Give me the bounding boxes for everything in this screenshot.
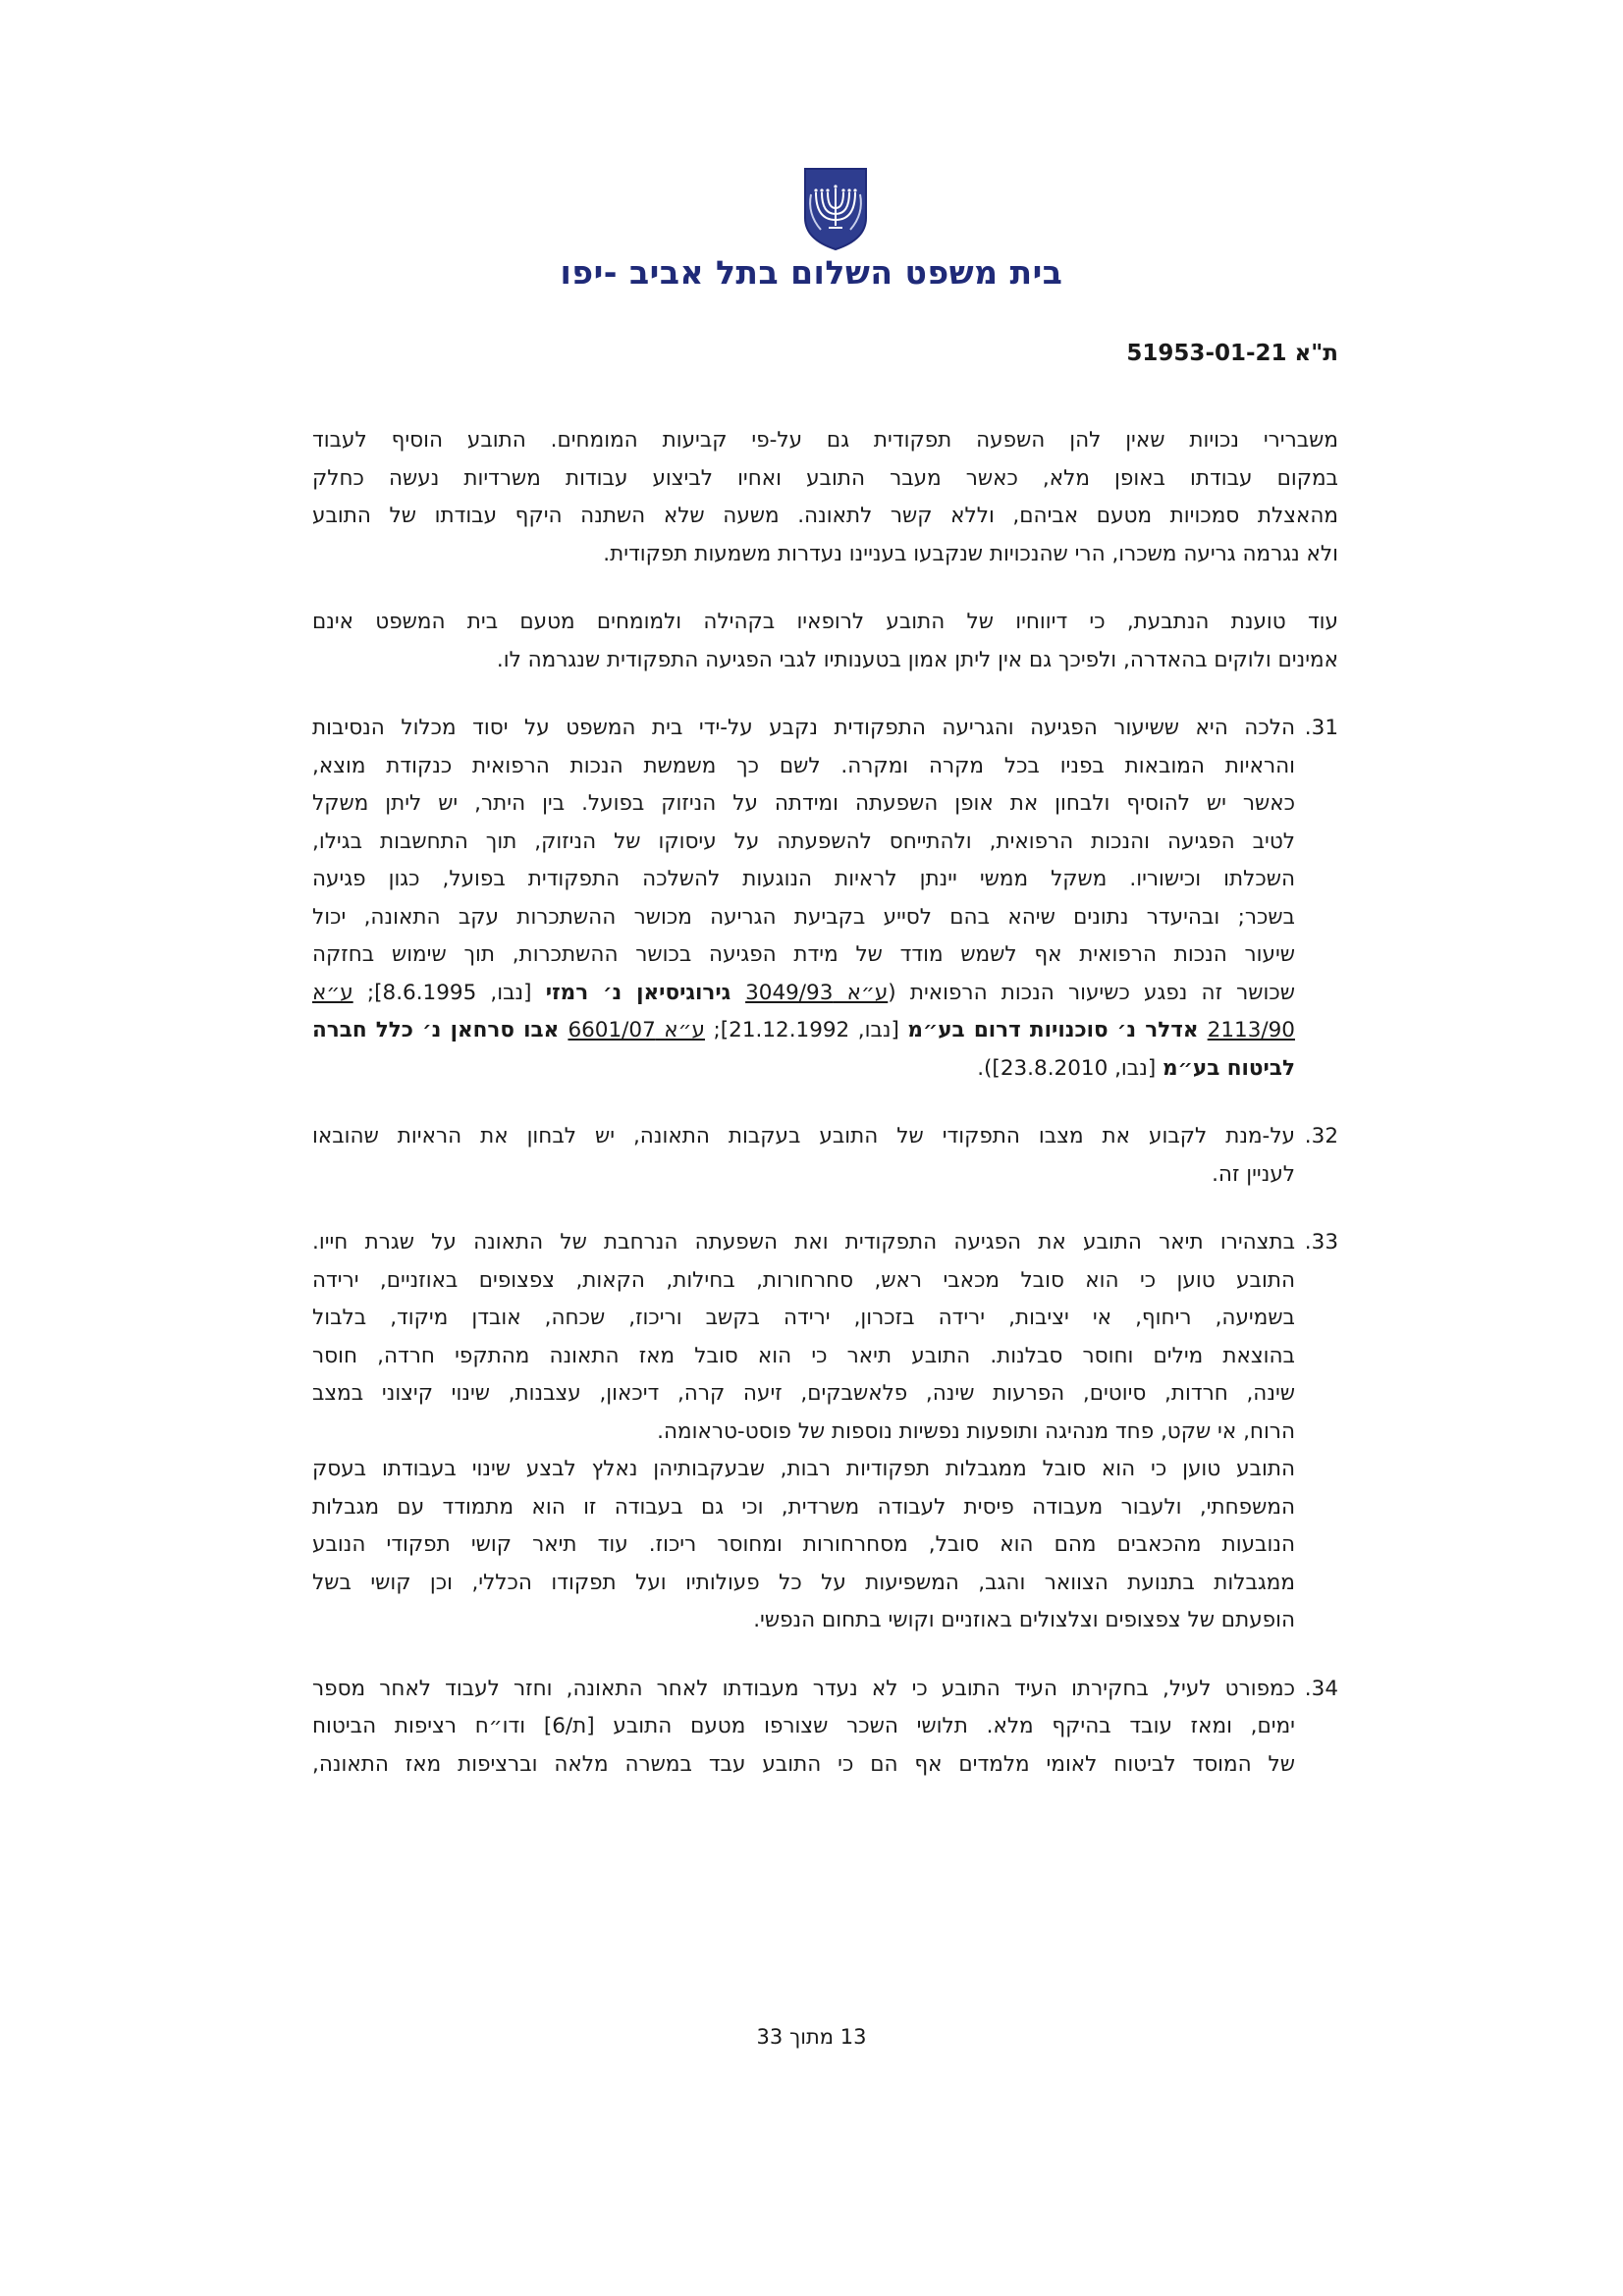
text-line: המשפחתי, ולעבור מעבודה פיסית לעבודה משרדית, וכי גם בעבודה זו הוא מתמודד עם מגבלות: [312, 1494, 1295, 1520]
text-line: התובע טוען כי הוא סובל מכאבי ראש, סחרחורות, בחילות, הקאות, צפצופים באוזניים, ירידה: [312, 1267, 1295, 1293]
case-party-name: אדלר נ׳ סוכנויות דרום בע״מ: [907, 1018, 1208, 1042]
text-segment: שכושר זה נפגע כשיעור הנכות הרפואית (: [888, 980, 1296, 1005]
case-citation-link[interactable]: 2113/90: [1207, 1018, 1295, 1042]
court-name: בית משפט השלום בתל אביב -יפו: [560, 253, 1063, 292]
case-party-name: גירוגיסיאן נ׳ רמזי: [545, 980, 746, 1005]
text-line: הלכה היא ששיעור הפגיעה והגריעה התפקודית נקבע על-ידי בית המשפט על יסוד מכלול הנסיבות: [312, 716, 1295, 740]
text-segment: [נבו, 8.6.1995];: [352, 980, 546, 1005]
text-line: הופעתם של צפצופים וצלצולים באוזניים וקושי בתחום הנפשי.: [753, 1608, 1295, 1632]
text-line: ולא נגרמה גריעה משכרו, הרי שהנכויות שנקבעו בעניינו נעדרות משמעות תפקודית.: [603, 541, 1338, 566]
text-line: ימים, ומאז עובד בהיקף מלא. תלושי השכר שצורפו מטעם התובע [ת/6] ודו״ח רציפות הביטוח: [312, 1714, 1295, 1738]
case-number: ת"א 51953-01-21: [1126, 341, 1338, 366]
paragraph-33: [312, 1224, 1338, 1640]
paragraph-number: 33.: [1304, 1230, 1338, 1255]
case-party-name: אבו סרחאן נ׳ כלל חברה: [312, 1018, 568, 1042]
text-line: של המוסד לביטוח לאומי מלמדים אף הם כי התובע עבד במשרה מלאה וברציפות מאז התאונה,: [312, 1751, 1295, 1777]
text-line: אמינים ולוקים בהאדרה, ולפיכך גם אין ליתן אמון בטענותיו לגבי הפגיעה התפקודית שנגרמה לו.: [496, 647, 1338, 672]
text-line: שיעור הנכות הרפואית אף לשמש מודד של מידת הפגיעה בכושר ההשתכרות, תוך שימוש בחזקה: [312, 942, 1295, 967]
text-line: בתצהירו תיאר התובע את הפגיעה התפקודית ואת השפעתה הנרחבת של התאונה על שגרת חייו.: [312, 1230, 1295, 1255]
case-citation-link[interactable]: ע״א 6601/07: [568, 1018, 705, 1042]
text-line: על-מנת לקבוע את מצבו התפקודי של התובע בעקבות התאונה, יש לבחון את הראיות שהובאו: [312, 1124, 1295, 1148]
page-number: 13 מתוך 33: [756, 2025, 867, 2049]
text-line: כמפורט לעיל, בחקירתו העיד התובע כי לא נעדר מעבודתו לאחר התאונה, וחזר לעבוד לאחר מספר: [312, 1676, 1295, 1701]
text-line: עוד טוענת הנתבעת, כי דיווחיו של התובע לרופאיו בקהילה ולמומחים מטעם בית המשפט אינם: [312, 610, 1338, 634]
text-line: התובע טוען כי הוא סובל ממגבלות תפקודיות רבות, שבעקבותיהן נאלץ לבצע שינוי בעבודתו בעסק: [312, 1457, 1295, 1481]
text-line: והראיות המובאות בפניו בכל מקרה ומקרה. לשם כך משמשת הנכות הרפואית כנקודת מוצא,: [312, 753, 1295, 778]
text-line: מהאצלת סמכויות מטעם אביהם, וללא קשר לתאונה. משעה שלא השתנה היקף עבודתו של התובע: [312, 504, 1338, 528]
text-segment: [נבו, 23.8.2010]).: [977, 1055, 1163, 1081]
paragraph-number: 32.: [1304, 1124, 1338, 1148]
text-line: שינה, חרדות, סיוטים, הפרעות שינה, פלאשבקים, זיעה קרה, דיכאון, עצבנות, שינוי קיצוני במצב: [312, 1381, 1295, 1406]
case-citation-link[interactable]: ע״א: [312, 980, 353, 1005]
text-line: לטיב הפגיעה והנכות הרפואית, ולהתייחס להשפעתה על עיסוקו של הניזוק, תוך התחשבות בגילו,: [312, 828, 1295, 854]
text-line: בשמיעה, ריחוף, אי יציבות, ירידה בזכרון, ירידה בקשב וריכוז, שכחה, אובדן מיקוד, בלבול: [312, 1306, 1295, 1330]
text-line: הרוח, אי שקט, פחד מנהיגה ותופעות נפשיות נוספות של פוסט-טראומה.: [657, 1418, 1295, 1444]
text-line: השכלתו וכישוריו. משקל ממשי יינתן לראיות הנוגעות להשלכה התפקודית בפועל, כגון פגיעה: [312, 867, 1295, 891]
text-line: כאשר יש להוסיף ולבחון את אופן השפעתה ומידתה על הניזוק בפועל. בין היתר, יש ליתן משקל: [312, 791, 1295, 816]
text-line: לעניין זה.: [1212, 1161, 1295, 1187]
text-line-citation: [312, 1012, 1295, 1050]
text-line: במקום עבודתו באופן מלא, כאשר מעבר התובע ואחיו לביצוע עבודות משרדיות נעשה כחלק: [312, 465, 1338, 491]
paragraph-defendant-claim: [312, 604, 1338, 679]
text-line: הנובעות מהכאבים מהם הוא סובל, מסחרחורות ומחוסר ריכוז. עוד תיאר קושי תפקודי הנובע: [312, 1532, 1295, 1557]
paragraph-number: 31.: [1304, 716, 1338, 740]
paragraph-34: [312, 1671, 1338, 1785]
text-line-citation: [312, 1050, 1295, 1089]
text-line: משברירי נכויות שאין להן השפעה תפקודית גם על-פי קביעות המומחים. התובע הוסיף לעבוד: [312, 428, 1338, 453]
document-body: [312, 422, 1338, 1814]
paragraph-31: [312, 710, 1338, 1088]
text-line: בשכר; ובהיעדר נתונים שיהא בהם לסייע בקביעת הגריעה מכושר ההשתכרות עקב התאונה, יכול: [312, 904, 1295, 930]
text-line: בהוצאת מילים וחוסר סבלנות. התובע תיאר כי הוא סובל מאז התאונה מהתקפי חרדה, חוסר: [312, 1343, 1295, 1368]
text-line: ממגבלות בתנועת הצוואר והגב, המשפיעות על כל פעולותיו ועל תפקודו הכללי, וכן קושי בשל: [312, 1570, 1295, 1595]
paragraph-32: [312, 1118, 1338, 1194]
paragraph-number: 34.: [1304, 1676, 1338, 1701]
text-segment: [נבו, 21.12.1992];: [704, 1018, 908, 1042]
case-citation-link[interactable]: ע״א 3049/93: [745, 980, 889, 1005]
paragraph-intro: [312, 422, 1338, 573]
text-line-citation: [312, 975, 1295, 1013]
case-party-name: לביטוח בע״מ: [1163, 1055, 1295, 1081]
state-of-israel-emblem-icon: [799, 165, 872, 253]
